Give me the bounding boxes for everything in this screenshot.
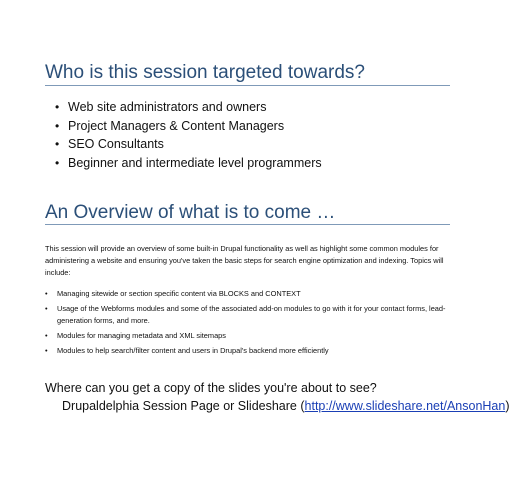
slides-source [62,398,510,414]
heading-rule [45,85,450,86]
list-item: • Project Managers & Content Managers [55,117,322,136]
overview-paragraph [45,243,465,279]
section-heading-overview: An Overview of what is to come … [45,202,336,223]
topics-list [45,288,465,360]
slideshare-link[interactable]: http://www.slideshare.net/AnsonHan [304,399,506,413]
list-item: • Managing sitewide or section specific content via BLOCKS and CONTEXT [45,288,465,300]
audience-list [55,98,322,172]
list-item: • Modules for managing metadata and XML sitemaps [45,330,465,342]
source-prefix: Drupaldelphia Session Page or Slideshare ( [62,399,305,413]
source-suffix: ) [505,399,510,413]
section-heading-audience: Who is this session targeted towards? [45,62,365,83]
list-item: • Modules to help search/filter content and users in Drupal's backend more efficiently [45,345,465,357]
heading-rule [45,224,450,225]
overview-line: This session will provide an overview of some built-in Drupal functionality as well as highlight some common modules for [45,244,439,253]
slides-question: Where can you get a copy of the slides you're about to see? [45,381,377,395]
list-item: • Beginner and intermediate level programmers [55,154,322,173]
list-item: • Usage of the Webforms modules and some of the associated add-on modules to go with it for your contact forms, lead-generation forms, and more. [45,303,465,327]
overview-line: administering a website and ensuring you've taken the basic steps for search engine optimization and indexing. Topics will include: [45,256,444,277]
list-item: • Web site administrators and owners [55,98,322,117]
list-item: • SEO Consultants [55,135,322,154]
